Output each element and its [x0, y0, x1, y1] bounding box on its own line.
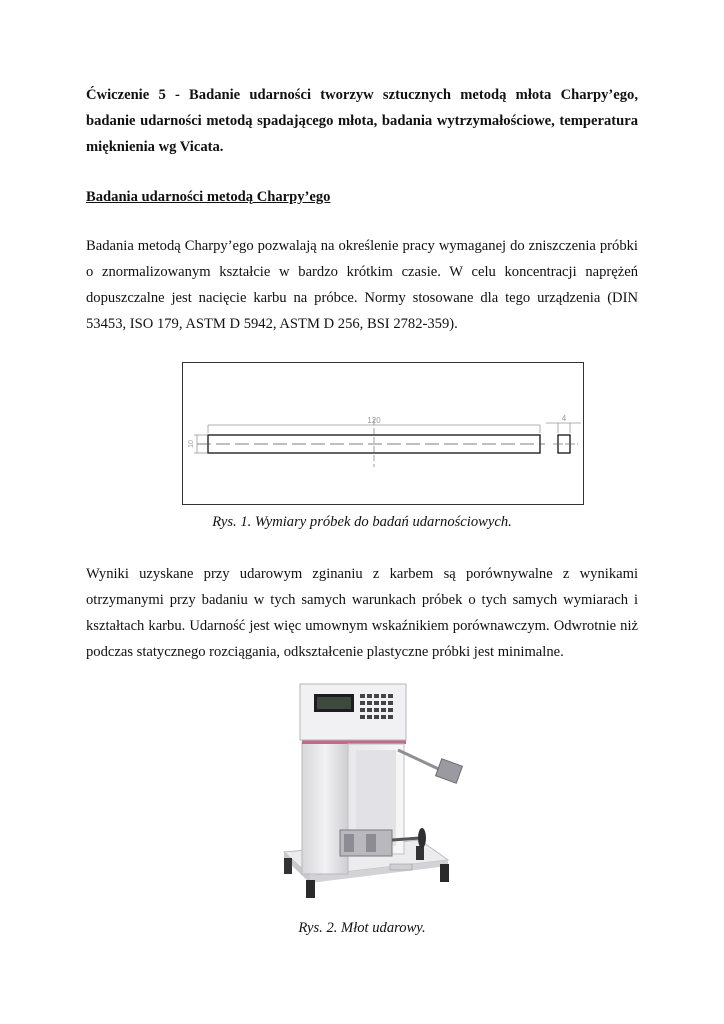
figure-1-caption: Rys. 1. Wymiary próbek do badań udarnościowych. — [212, 514, 512, 530]
wheel-front-right — [440, 864, 449, 882]
height-dimension-label: 10 — [188, 440, 195, 448]
section-heading: Badania udarności metodą Charpy’ego — [86, 189, 331, 205]
crank-shaft — [392, 838, 420, 840]
document-title: Ćwiczenie 5 - Badanie udarności tworzyw sztucznych metodą młota Charpy’ego, badanie udarności metodą spadającego młota, badania wytrzymałościowe, temperatura mięknienia wg Vicata. — [86, 87, 638, 155]
wheel-back-right — [416, 846, 424, 860]
pendulum-hammer — [436, 759, 463, 783]
hand-wheel — [418, 828, 426, 848]
impact-hammer-photo — [270, 680, 470, 905]
length-dimension-label: 120 — [367, 416, 381, 425]
wheel-back-left — [284, 858, 292, 874]
impact-hammer-illustration — [270, 680, 470, 905]
specimen-dimension-drawing — [182, 362, 584, 505]
accent-stripe — [302, 740, 406, 744]
paragraph-1: Badania metodą Charpy’ego pozwalają na określenie pracy wymaganej do zniszczenia próbki o znormalizowanym kształcie w bardzo krótkim czasie. W celu koncentracji naprężeń dopuszczalne jest nacięcie karbu na próbce. Normy stosowane dla tego urządzenia (DIN 53453, ISO 179, ASTM D 5942, ASTM D 256, BSI 2782-359). — [86, 238, 638, 332]
lcd-screen — [317, 697, 351, 709]
figure-2-caption: Rys. 2. Młot udarowy. — [298, 920, 426, 936]
wheel-front-left — [306, 880, 315, 898]
specimen-drawing-svg — [183, 363, 585, 506]
label-plate — [390, 864, 412, 870]
width-dimension-label: 4 — [561, 414, 567, 423]
holder-clamp-right — [366, 834, 376, 852]
holder-clamp-left — [344, 834, 354, 852]
paragraph-2: Wyniki uzyskane przy udarowym zginaniu z karbem są porównywalne z wynikami otrzymanymi przy badaniu w tych samych warunkach próbek o tych samych wymiarach i kształtach karbu. Udarność jest więc umownym wskaźnikiem porównawczym. Odwrotnie niż podczas statycznego rozciągania, odkształcenie plastyczne próbki jest minimalne. — [86, 566, 638, 660]
